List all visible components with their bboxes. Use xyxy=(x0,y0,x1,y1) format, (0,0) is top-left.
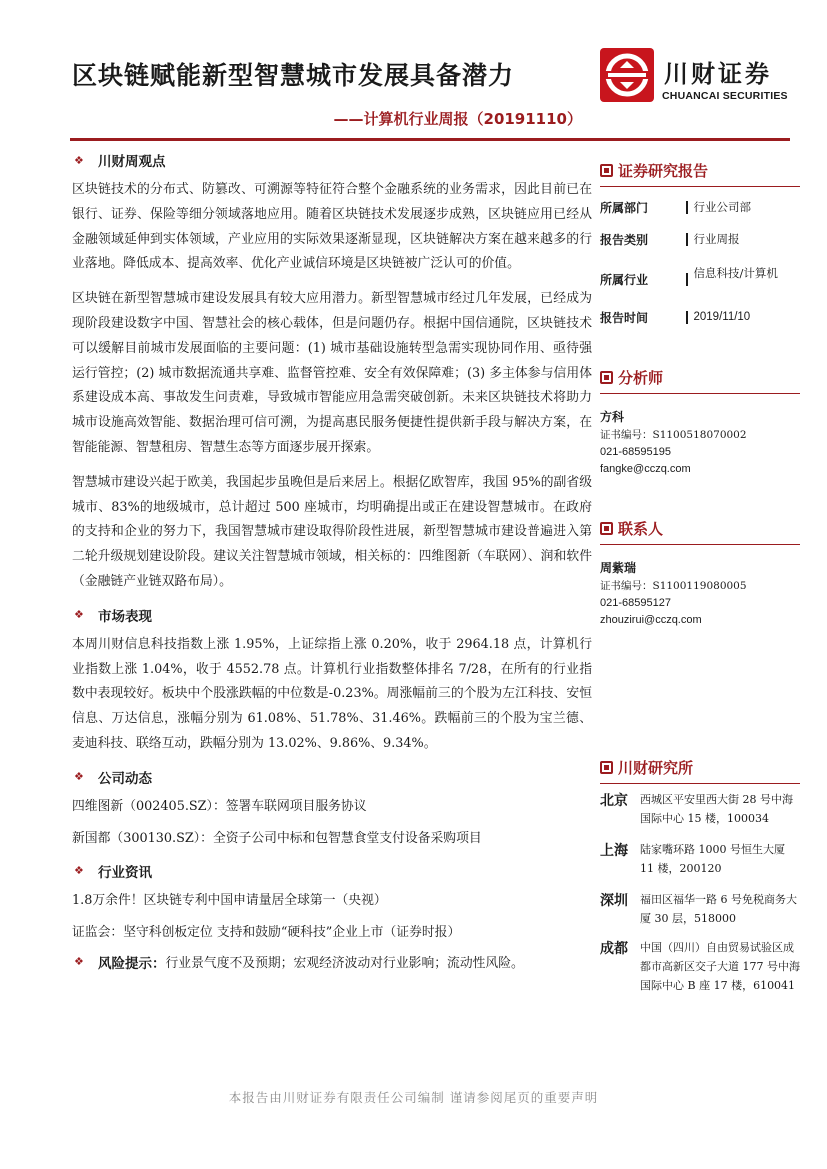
risk-label: 风险提示： xyxy=(98,955,166,972)
main-column xyxy=(72,150,592,973)
contact-email[interactable]: zhouzirui@cczq.com xyxy=(600,614,702,626)
diamond-bullet-icon: ❖ xyxy=(74,770,84,784)
section-title: 公司动态 xyxy=(98,770,152,787)
diamond-bullet-icon: ❖ xyxy=(74,153,84,167)
section-company-heading xyxy=(72,767,592,787)
section-title: 川财周观点 xyxy=(98,154,166,170)
section-title: 行业资讯 xyxy=(98,864,152,881)
analyst-card xyxy=(600,408,800,478)
view-paragraph-2: 区块链在新型智慧城市建设发展具有较大应用潜力。新型智慧城市经过几年发展，已经成为现阶段建设数字中国、智慧社会的核心载体，但是问题仍存。根据中国信通院，区块链技术可以缓解目前城市发展面临的主要问题：(1) 城市基础设施转型急需实现协同作用、亟待强运行管控；(2) 城市数据流通共享难、监督管控难、安全有效保障难；(3) 多主体参与信用体系建设成本高、事故发生问责难，导致城市智能应用急需突破创新。未来区块链技术将助力城市设施高效智能、数据治理可信可溯，为提高惠民服务便捷性提供新手段与解决方案，在智能能源、智慧租房、智慧生态等方面逐步展开探索。 xyxy=(72,291,592,455)
report-info-row: 报告类别 行业周报 xyxy=(600,232,740,247)
square-bullet-icon xyxy=(600,761,613,774)
section-market-heading xyxy=(72,605,592,625)
report-info-heading: 证券研究报告 xyxy=(600,160,800,187)
contact-cert: 证书编号：S1100119080005 xyxy=(600,580,747,592)
company-logo xyxy=(600,48,800,108)
contact-phone: 021-68595127 xyxy=(600,597,671,609)
report-info-row: 报告时间 2019/11/10 xyxy=(600,311,751,325)
report-title: 区块链赋能新型智慧城市发展具备潜力 xyxy=(72,61,515,90)
header-divider xyxy=(70,138,790,141)
company-news-item: 四维图新（002405.SZ）：签署车联网项目服务协议 xyxy=(72,798,367,814)
contact-name: 周紫瑞 xyxy=(600,561,637,575)
office-list xyxy=(600,790,800,995)
industry-news-item: 1.8万余件！区块链专利中国申请量居全球第一（央视） xyxy=(72,892,387,908)
contact-card xyxy=(600,559,800,629)
section-industry-heading xyxy=(72,861,592,881)
office-item: 上海 陆家嘴环路 1000 号恒生大厦 11 楼，200120 xyxy=(600,843,785,875)
office-item: 深圳 福田区福华一路 6 号免税商务大厦 30 层，518000 xyxy=(600,893,797,925)
square-bullet-icon xyxy=(600,522,613,535)
footer-disclaimer: 本报告由川财证券有限责任公司编制 谨请参阅尾页的重要声明 xyxy=(228,1090,599,1105)
analyst-name: 方科 xyxy=(600,410,625,424)
view-paragraph-1: 区块链技术的分布式、防篡改、可溯源等特征符合整个金融系统的业务需求，因此目前已在银行、证券、保险等细分领域落地应用。随着区块链技术发展逐步成熟，区块链应用已经从金融领域延伸到实体领域，产业应用的实际效果逐渐显现，区块链解决方案在越来越多的行业落地。降低成本、提高效率、优化产业诚信环境是区块链被广泛认可的价值。 xyxy=(72,182,592,272)
diamond-bullet-icon: ❖ xyxy=(74,864,84,878)
logo-mark-icon xyxy=(600,48,654,102)
diamond-bullet-icon: ❖ xyxy=(74,608,84,622)
analyst-heading: 分析师 xyxy=(600,367,800,394)
company-news-item: 新国都（300130.SZ）：全资子公司中标和包智慧食堂支付设备采购项目 xyxy=(72,830,482,846)
section-title: 市场表现 xyxy=(98,608,152,625)
analyst-email[interactable]: fangke@cczq.com xyxy=(600,463,691,475)
risk-warning xyxy=(72,951,592,973)
view-paragraph-3: 智慧城市建设兴起于欧美，我国起步虽晚但是后来居上。根据亿欧智库，我国 95%的副省级城市、83%的地级城市，总计超过 500 座城市，均明确提出或正在建设智慧城市。在政府的支持和企业的努力下，我国智慧城市建设取得阶段性进展，新型智慧城市建设普遍进入第二轮升级规划建设阶段。建议关注智慧城市领域，相关标的：四维图新（车联网）、润和软件（金融链产业链双路布局）。 xyxy=(72,474,592,589)
analyst-cert: 证书编号：S1100518070002 xyxy=(600,429,747,441)
report-info-row: 所属部门 行业公司部 xyxy=(600,200,751,215)
square-bullet-icon xyxy=(600,164,613,177)
logo-name: 川财证券 xyxy=(664,60,772,88)
logo-english-name: CHUANCAI SECURITIES xyxy=(662,90,788,102)
analyst-phone: 021-68595195 xyxy=(600,446,671,458)
sidebar xyxy=(600,150,800,995)
market-paragraph: 本周川财信息科技指数上涨 1.95%，上证综指上涨 0.20%，收于 2964.18 点，计算机行业指数上涨 1.04%，收于 4552.78 点。计算机行业指数整体排名 7/28，在所有的行业指数中表现较好。板块中个股涨跌幅的中位数是-0.23%。周涨幅前三的个股为左江科技、安恒信息、万达信息，涨幅分别为 61.08%、51.78%、31.46%。跌幅前三的个股为宝兰德、麦迪科技、联络互动，跌幅分别为 13.02%、9.86%、9.34%。 xyxy=(72,636,592,751)
institute-heading: 川财研究所 xyxy=(600,757,800,784)
contact-heading: 联系人 xyxy=(600,518,800,545)
office-item: 北京 西城区平安里西大街 28 号中海国际中心 15 楼，100034 xyxy=(600,793,793,825)
risk-text: 行业景气度不及预期；宏观经济波动对行业影响；流动性风险。 xyxy=(165,956,524,972)
industry-news-item: 证监会：坚守科创板定位 支持和鼓励“硬科技”企业上市（证券时报） xyxy=(72,924,461,940)
office-item: 成都 中国（四川）自由贸易试验区成都市高新区交子大道 177 号中海国际中心 B 座 17 楼，610041 xyxy=(600,941,800,992)
section-view-heading xyxy=(72,150,592,170)
square-bullet-icon xyxy=(600,371,613,384)
diamond-bullet-icon: ❖ xyxy=(74,955,84,969)
report-info-row: 所属行业 信息科技/计算机 xyxy=(600,266,778,287)
report-subtitle: ——计算机行业周报（20191110） xyxy=(333,110,582,128)
